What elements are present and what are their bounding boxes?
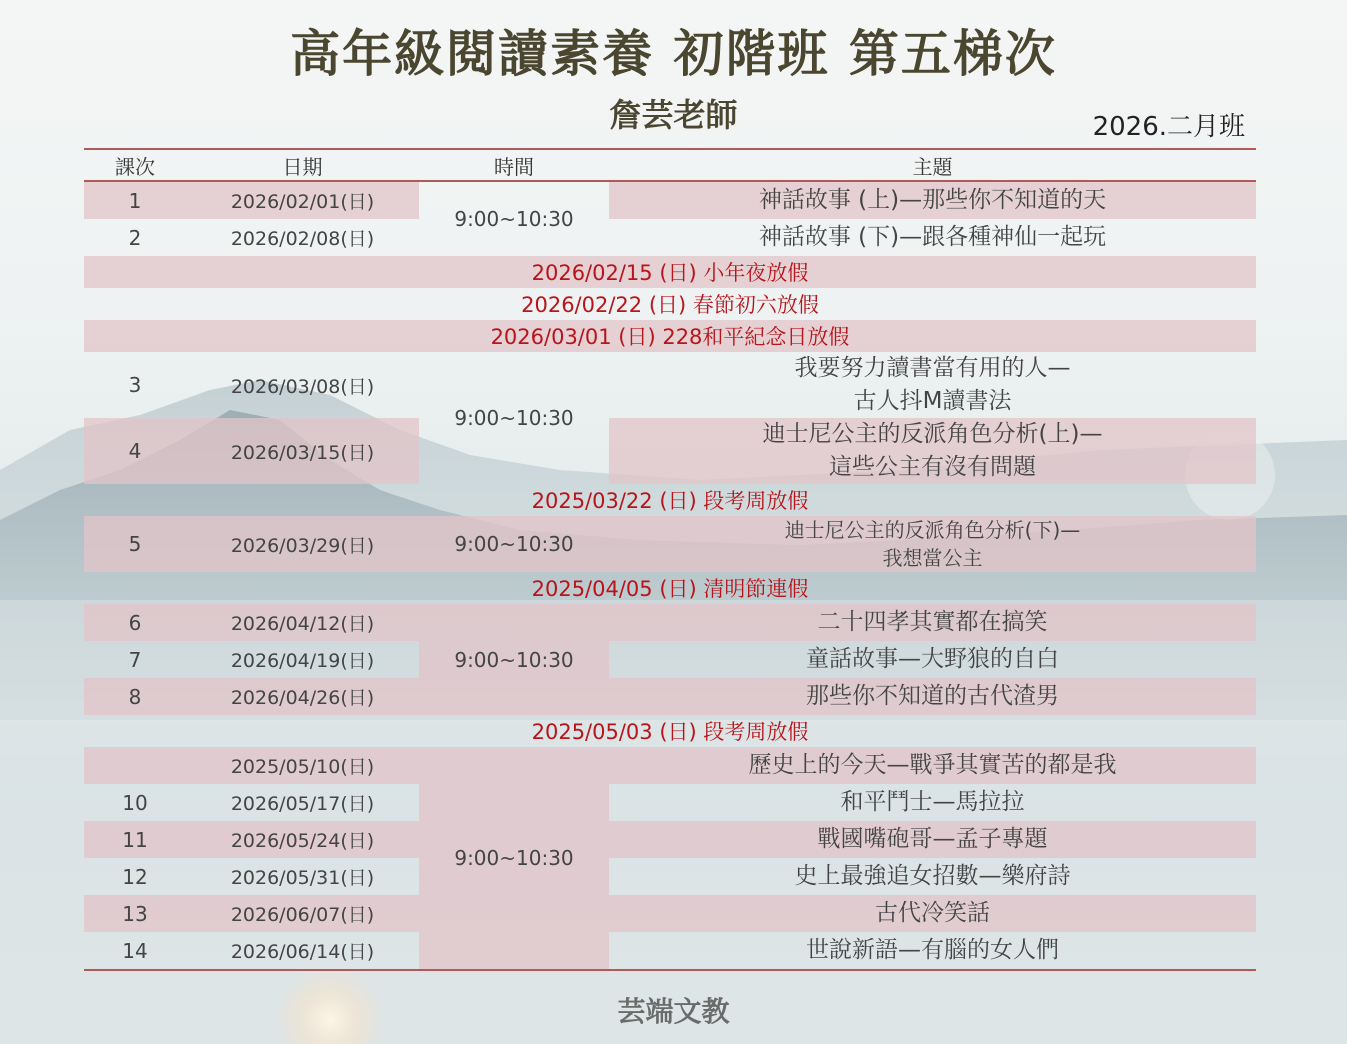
topic-line: 迪士尼公主的反派角色分析(上)— [762, 421, 1103, 447]
table-row [84, 932, 1256, 970]
lesson-date: 2026/03/29(日) [186, 516, 419, 572]
lesson-date: 2026/02/08(日) [230, 228, 375, 250]
lesson-date: 2026/05/31(日) [230, 867, 375, 889]
topic-line: 我要努力讀書當有用的人— [794, 355, 1071, 381]
holiday-text: 2026/02/22 (日) 春節初六放假 [521, 293, 819, 317]
holiday-row [84, 572, 1256, 604]
lesson-number: 5 [84, 516, 186, 572]
lesson-topic: 戰國嘴砲哥—孟子專題 [609, 821, 1256, 858]
holiday-row [84, 256, 1256, 288]
header-date: 日期 [186, 149, 419, 181]
table-row [84, 678, 1256, 715]
table-row [84, 181, 1256, 219]
lesson-topic [609, 352, 1256, 418]
lesson-number: 7 [128, 647, 142, 672]
table-row [84, 784, 1256, 821]
lesson-date: 2026/06/14(日) [230, 941, 375, 963]
lesson-number: 4 [84, 418, 186, 484]
lesson-topic: 二十四孝其實都在搞笑 [609, 604, 1256, 641]
lesson-topic: 神話故事 (下)—跟各種神仙一起玩 [758, 224, 1107, 250]
table-row [84, 352, 1256, 418]
lesson-number: 12 [122, 864, 148, 889]
topic-line: 我想當公主 [882, 546, 983, 570]
footer-brand: 芸端文教 [617, 995, 730, 1028]
page-title: 高年級閱讀素養 初階班 第五梯次 [290, 24, 1057, 83]
lesson-time: 9:00~10:30 [454, 406, 574, 430]
lesson-topic: 世說新語—有腦的女人們 [806, 937, 1059, 963]
lesson-date: 2026/05/24(日) [186, 821, 419, 858]
lesson-time: 9:00~10:30 [419, 516, 609, 572]
holiday-text: 2025/05/03 (日) 段考周放假 [531, 720, 809, 744]
lesson-topic: 那些你不知道的古代渣男 [609, 678, 1256, 715]
topic-line: 這些公主有沒有問題 [829, 454, 1036, 480]
lesson-date: 2026/05/17(日) [230, 793, 375, 815]
lesson-number: 3 [128, 373, 142, 397]
lesson-date: 2026/03/08(日) [230, 375, 375, 398]
lesson-topic [609, 418, 1256, 484]
lesson-number: 11 [84, 821, 186, 858]
lesson-topic: 和平鬥士—馬拉拉 [840, 789, 1025, 815]
holiday-row [84, 484, 1256, 516]
holiday-row [84, 715, 1256, 747]
table-row [84, 747, 1256, 784]
lesson-topic: 歷史上的今天—戰爭其實苦的都是我 [609, 747, 1256, 784]
holiday-text: 2025/03/22 (日) 段考周放假 [531, 489, 809, 513]
lesson-number: 10 [122, 790, 148, 815]
holiday-row [84, 320, 1256, 352]
holiday-text: 2026/02/15 (日) 小年夜放假 [84, 256, 1256, 288]
table-row [84, 418, 1256, 484]
lesson-time: 9:00~10:30 [419, 604, 609, 715]
topic-line: 古人抖M讀書法 [853, 388, 1012, 414]
table-row [84, 641, 1256, 678]
lesson-date: 2026/02/01(日) [186, 181, 419, 219]
lesson-number: 6 [84, 604, 186, 641]
lesson-topic: 童話故事—大野狼的自白 [806, 646, 1059, 672]
table-row [84, 895, 1256, 932]
lesson-date: 2026/04/12(日) [186, 604, 419, 641]
schedule-table [84, 148, 1256, 971]
lesson-number: 8 [84, 678, 186, 715]
term-label: 2026.二月班 [1092, 112, 1245, 142]
lesson-date: 2026/03/15(日) [186, 418, 419, 484]
table-row [84, 858, 1256, 895]
table-row [84, 821, 1256, 858]
lesson-date: 2026/06/07(日) [186, 895, 419, 932]
lesson-time: 9:00~10:30 [419, 747, 609, 970]
table-row [84, 219, 1256, 256]
header-time: 時間 [419, 149, 609, 181]
holiday-row [84, 288, 1256, 320]
lesson-time: 9:00~10:30 [454, 207, 574, 231]
lesson-number: 14 [122, 938, 148, 963]
lesson-date: 2026/04/26(日) [186, 678, 419, 715]
lesson-number: 13 [84, 895, 186, 932]
lesson-topic: 神話故事 (上)—那些你不知道的天 [609, 181, 1256, 219]
table-header-row [84, 149, 1256, 181]
lesson-date: 2025/05/10(日) [186, 747, 419, 784]
lesson-topic: 古代冷笑話 [609, 895, 1256, 932]
lesson-topic [609, 516, 1256, 572]
holiday-text: 2026/03/01 (日) 228和平紀念日放假 [84, 320, 1256, 352]
header-topic: 主題 [609, 149, 1256, 181]
lesson-number: 2 [128, 225, 142, 250]
lesson-number: 1 [84, 181, 186, 219]
header-lesson: 課次 [84, 149, 186, 181]
topic-line: 迪士尼公主的反派角色分析(下)— [784, 518, 1081, 542]
lesson-date: 2026/04/19(日) [230, 650, 375, 672]
table-row [84, 516, 1256, 572]
lesson-number [84, 747, 186, 784]
holiday-text: 2025/04/05 (日) 清明節連假 [531, 577, 809, 601]
teacher-name: 詹芸老師 [609, 96, 738, 134]
lesson-topic: 史上最強追女招數—樂府詩 [794, 863, 1071, 889]
table-row [84, 604, 1256, 641]
